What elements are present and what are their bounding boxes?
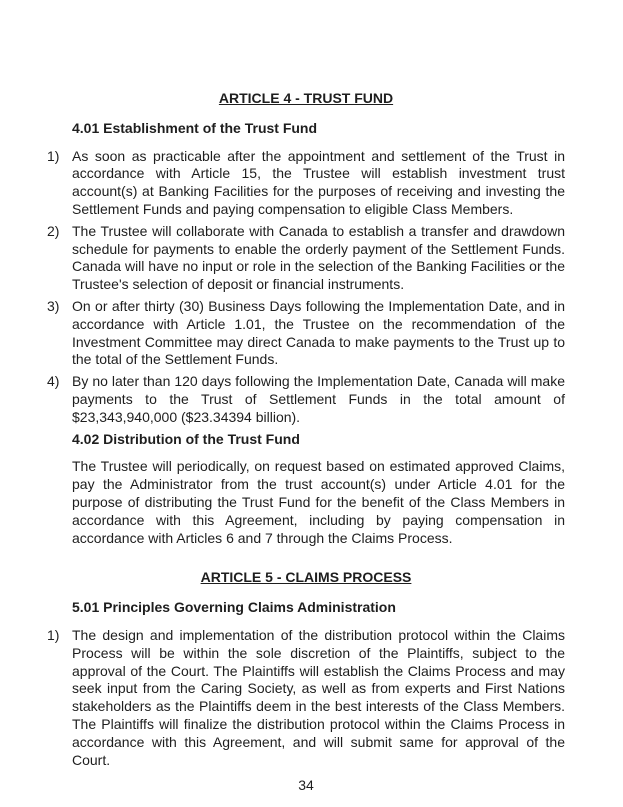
list-item	[47, 223, 565, 294]
article-4-title: ARTICLE 4 - TRUST FUND	[218, 90, 394, 106]
list-item-number: 1)	[47, 626, 60, 643]
list-item	[47, 148, 565, 219]
list-item-number: 2)	[47, 222, 60, 239]
list-item	[47, 298, 565, 369]
list-item	[47, 627, 565, 769]
list-item-text: On or after thirty (30) Business Days following the Implementation Date, and in accordance with Article 1.01, the Trustee on the recommendation of the Investment Committee may direct Canada to make payments to the Trust up to the total of the Settlement Funds.	[72, 297, 565, 368]
section-5-01-heading: 5.01 Principles Governing Claims Administration	[72, 599, 396, 616]
article-5-title: ARTICLE 5 - CLAIMS PROCESS	[200, 569, 412, 586]
list-item-text: As soon as practicable after the appointment and settlement of the Trust in accordance with Article 15, the Trustee will establish investment trust account(s) at Banking Facilities for the purposes of receiving and investing the Settlement Funds and paying compensation to eligible Class Members.	[72, 147, 565, 217]
list-item-number: 1)	[47, 147, 60, 164]
list-item-text: By no later than 120 days following the Implementation Date, Canada will make payments to the Trust of Settlement Funds in the total amount of $23,343,940,000 ($23.34394 billion).	[72, 373, 565, 425]
section-4-01-heading: 4.01 Establishment of the Trust Fund	[72, 119, 318, 136]
list-item	[47, 373, 565, 426]
list-item-number: 3)	[47, 297, 60, 314]
paragraph: The Trustee will periodically, on request based on estimated approved Claims, pay the Administrator from the trust account(s) under Article 4.01 for the purpose of distributing the Trust Fund for the benefit of the Class Members in accordance with this Agreement, including by paying compensation in accordance with Articles 6 and 7 through the Claims Process.	[72, 458, 565, 546]
list-item-text: The Trustee will collaborate with Canada to establish a transfer and drawdown schedule for payments to enable the orderly payment of the Settlement Funds. Canada will have no input or role in the selection of the Banking Facilities or the Trustee's selection of deposit or financial instruments.	[72, 222, 565, 293]
page-number: 34	[298, 777, 314, 794]
list-item-number: 4)	[47, 373, 60, 390]
section-4-02-heading: 4.02 Distribution of the Trust Fund	[72, 430, 300, 447]
list-item-text: The design and implementation of the distribution protocol within the Claims Process will be within the sole discretion of the Plaintiffs, subject to the approval of the Court. The Plaintiffs will establish the Claims Process and may seek input from the Caring Society, as well as from experts and First Nations stakeholders as the Plaintiffs deem in the best interests of the Class Members. The Plaintiffs will finalize the distribution protocol within the Claims Process in accordance with this Agreement, and will submit same for approval of the Court.	[72, 626, 565, 768]
